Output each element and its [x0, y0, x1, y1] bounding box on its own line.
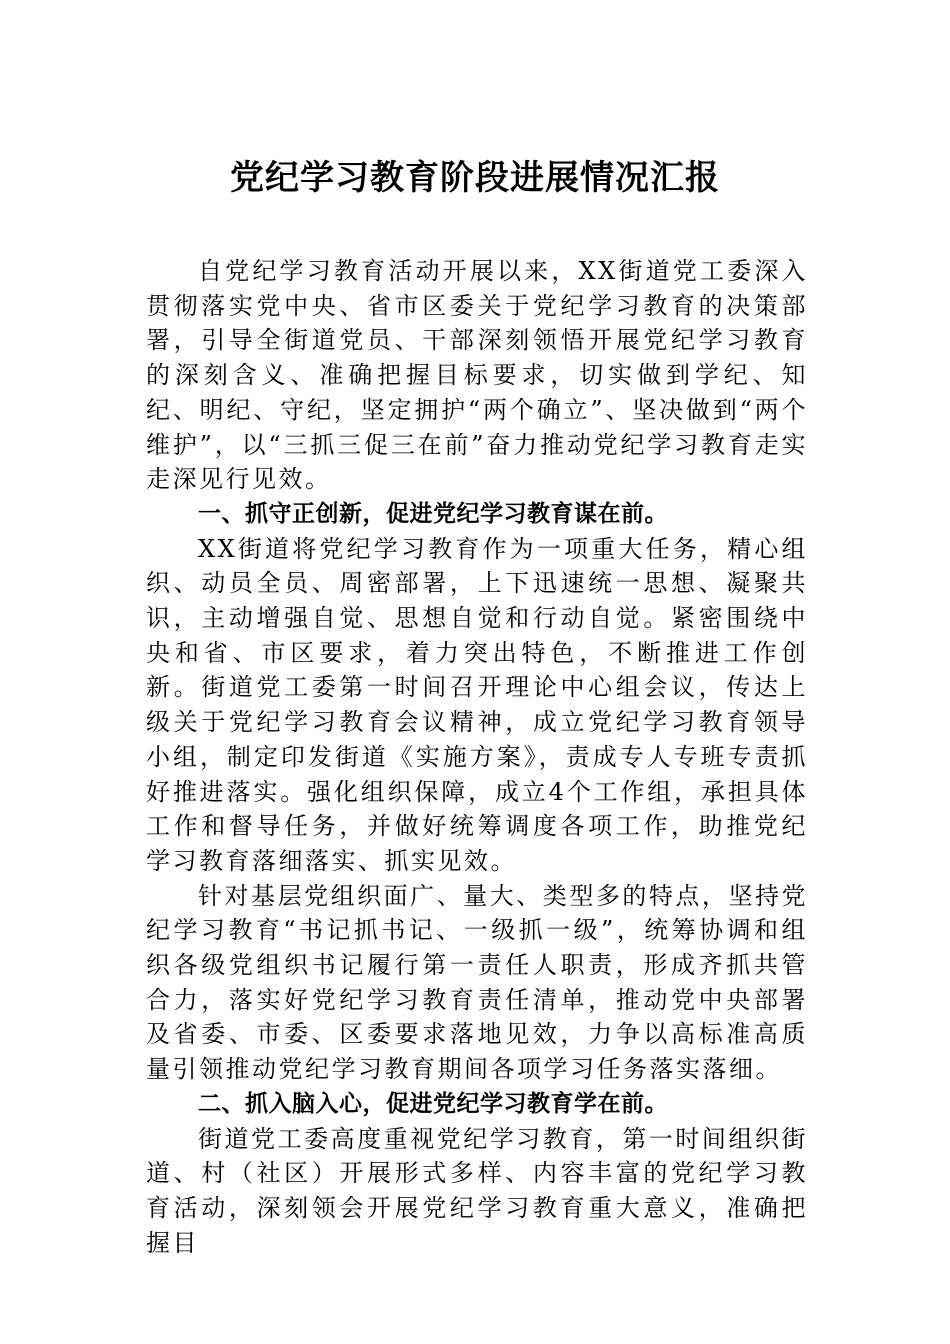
section-heading-2: 二、抓入脑入心，促进党纪学习教育学在前。: [198, 1090, 668, 1117]
paragraph-3: 街道党工委高度重视党纪学习教育，第一时间组织街道、村（社区）开展形式多样、内容丰富的党纪学习教育活动，深刻领会开展党纪学习教育重大意义，准确把握目: [146, 1124, 808, 1257]
document-title: 党纪学习教育阶段进展情况汇报: [230, 158, 720, 198]
section-heading-1: 一、抓守正创新，促进党纪学习教育谋在前。: [198, 500, 668, 527]
paragraph-1: XX街道将党纪学习教育作为一项重大任务，精心组织、动员全员、周密部署，上下迅速统一思想、凝聚共识，主动增强自觉、思想自觉和行动自觉。紧密围绕中央和省、市区要求，着力突出特色，不断推进工作创新。街道党工委第一时间召开理论中心组会议，传达上级关于党纪学习教育会议精神，成立党纪学习教育领导小组，制定印发街道《实施方案》，责成专人专班专责抓好推进落实。强化组织保障，成立4个工作组，承担具体工作和督导任务，并做好统筹调度各项工作，助推党纪学习教育落细落实、抓实见效。: [146, 534, 808, 875]
paragraph-2: 针对基层党组织面广、量大、类型多的特点，坚持党纪学习教育“书记抓书记、一级抓一级”，统筹协调和组织各级党组织书记履行第一责任人职责，形成齐抓共管合力，落实好党纪学习教育责任清单，推动党中央部署及省委、市委、区委要求落地见效，力争以高标准高质量引领推动党纪学习教育期间各项学习任务落实落细。: [146, 881, 808, 1084]
document-body: [146, 254, 808, 1260]
paragraph-intro: 自党纪学习教育活动开展以来，XX街道党工委深入贯彻落实党中央、省市区委关于党纪学习教育的决策部署，引导全街道党员、干部深刻领悟开展党纪学习教育的深刻含义、准确把握目标要求，切实做到学纪、知纪、明纪、守纪，坚定拥护“两个确立”、坚决做到“两个维护”，以“三抓三促三在前”奋力推动党纪学习教育走实走深见行见效。: [146, 257, 808, 494]
